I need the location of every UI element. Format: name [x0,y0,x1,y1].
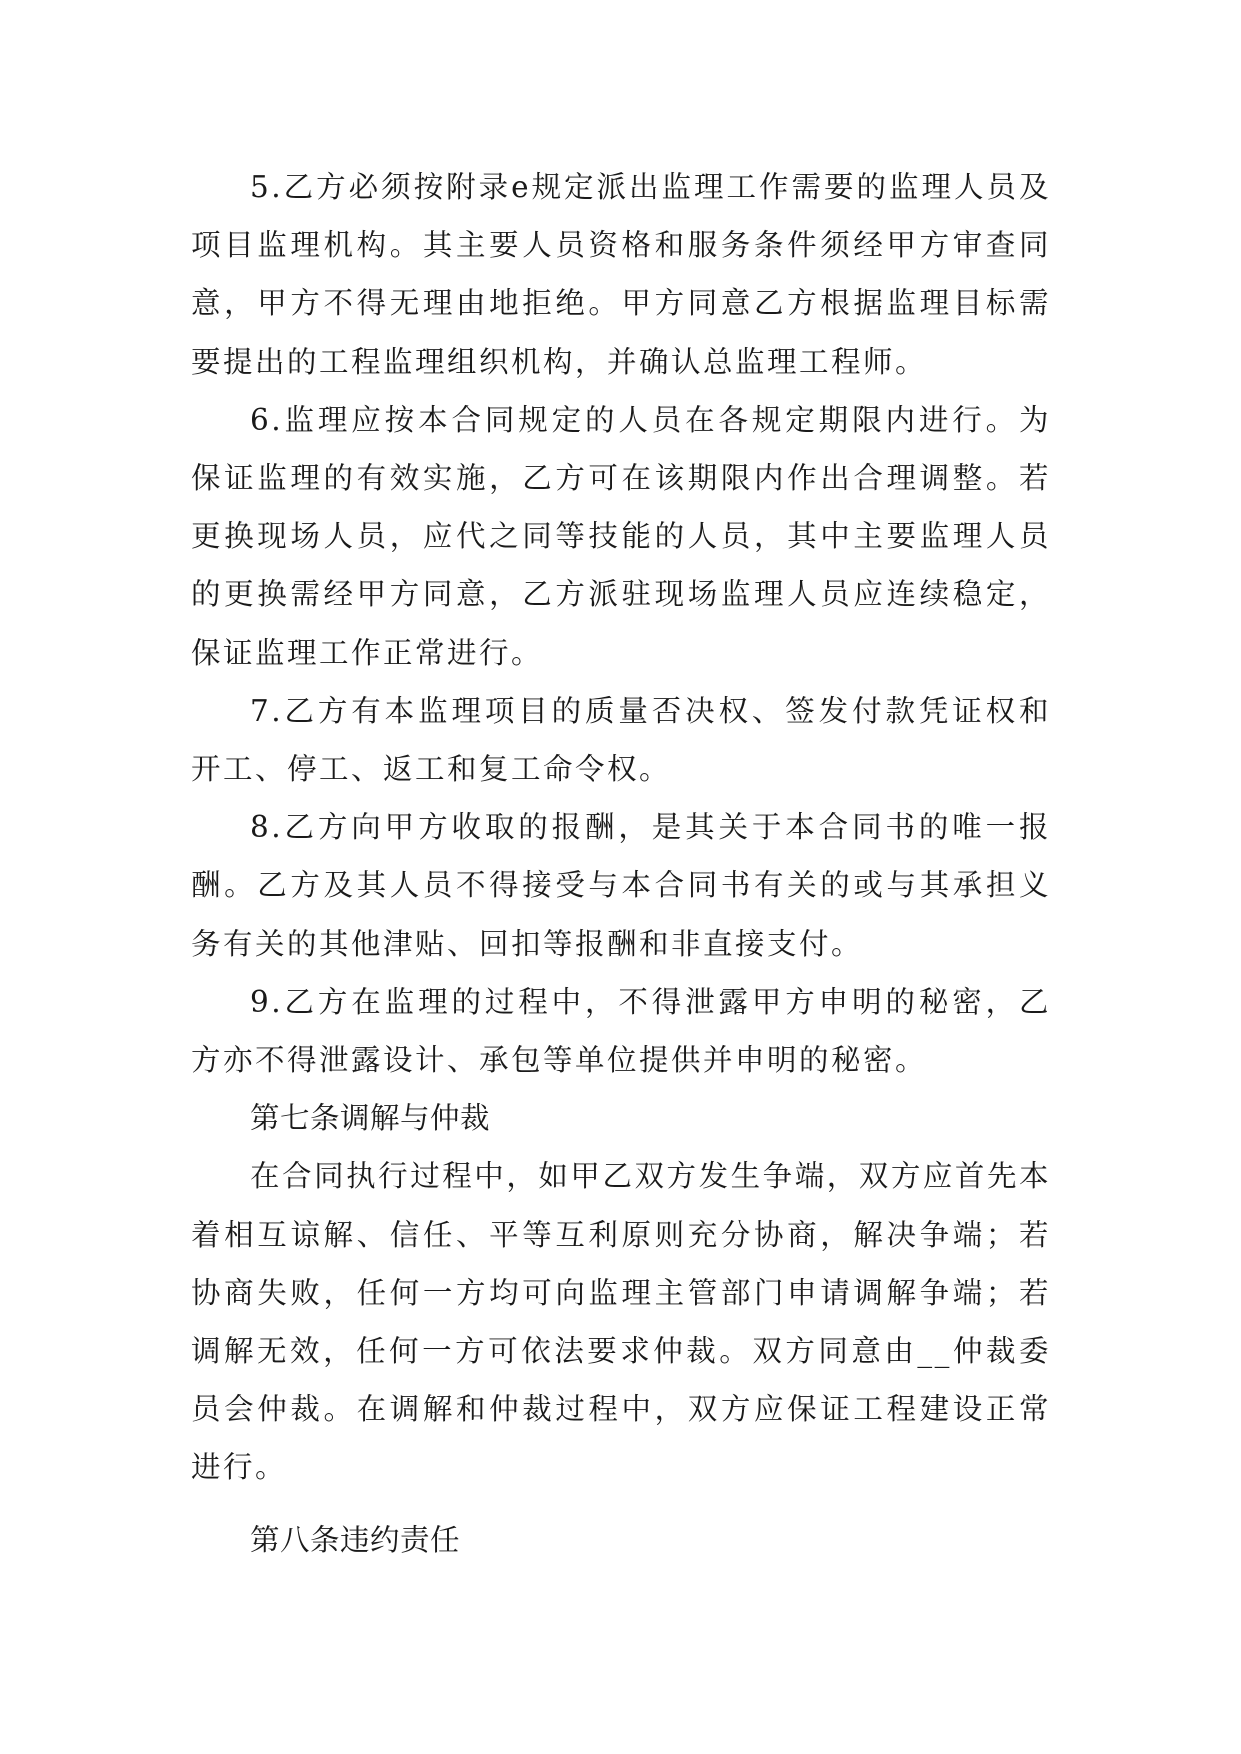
clause-8: 8.乙方向甲方收取的报酬，是其关于本合同书的唯一报酬。乙方及其人员不得接受与本合同书有关的或与其承担义务有关的其他津贴、回扣等报酬和非直接支付。 [191,810,1051,961]
clause-9: 9.乙方在监理的过程中，不得泄露甲方申明的秘密，乙方亦不得泄露设计、承包等单位提供并申明的秘密。 [191,984,1051,1078]
article-7-heading: 第七条调解与仲裁 [250,1101,491,1136]
article-8-heading: 第八条违约责任 [250,1522,461,1557]
clause-7: 7.乙方有本监理项目的质量否决权、签发付款凭证权和开工、停工、返工和复工命令权。 [191,693,1051,787]
document-page [191,158,1051,1569]
clause-6: 6.监理应按本合同规定的人员在各规定期限内进行。为保证监理的有效实施，乙方可在该期限内作出合理调整。若更换现场人员，应代之同等技能的人员，其中主要监理人员的更换需经甲方同意，乙方派驻现场监理人员应连续稳定，保证监理工作正常进行。 [191,402,1051,670]
clause-5: 5.乙方必须按附录e规定派出监理工作需要的监理人员及项目监理机构。其主要人员资格和服务条件须经甲方审查同意，甲方不得无理由地拒绝。甲方同意乙方根据监理目标需要提出的工程监理组织机构，并确认总监理工程师。 [191,170,1051,379]
article-7-body: 在合同执行过程中，如甲乙双方发生争端，双方应首先本着相互谅解、信任、平等互利原则充分协商，解决争端；若协商失败，任何一方均可向监理主管部门申请调解争端；若调解无效，任何一方可依法要求仲裁。双方同意由__仲裁委员会仲裁。在调解和仲裁过程中，双方应保证工程建设正常进行。 [191,1159,1051,1485]
